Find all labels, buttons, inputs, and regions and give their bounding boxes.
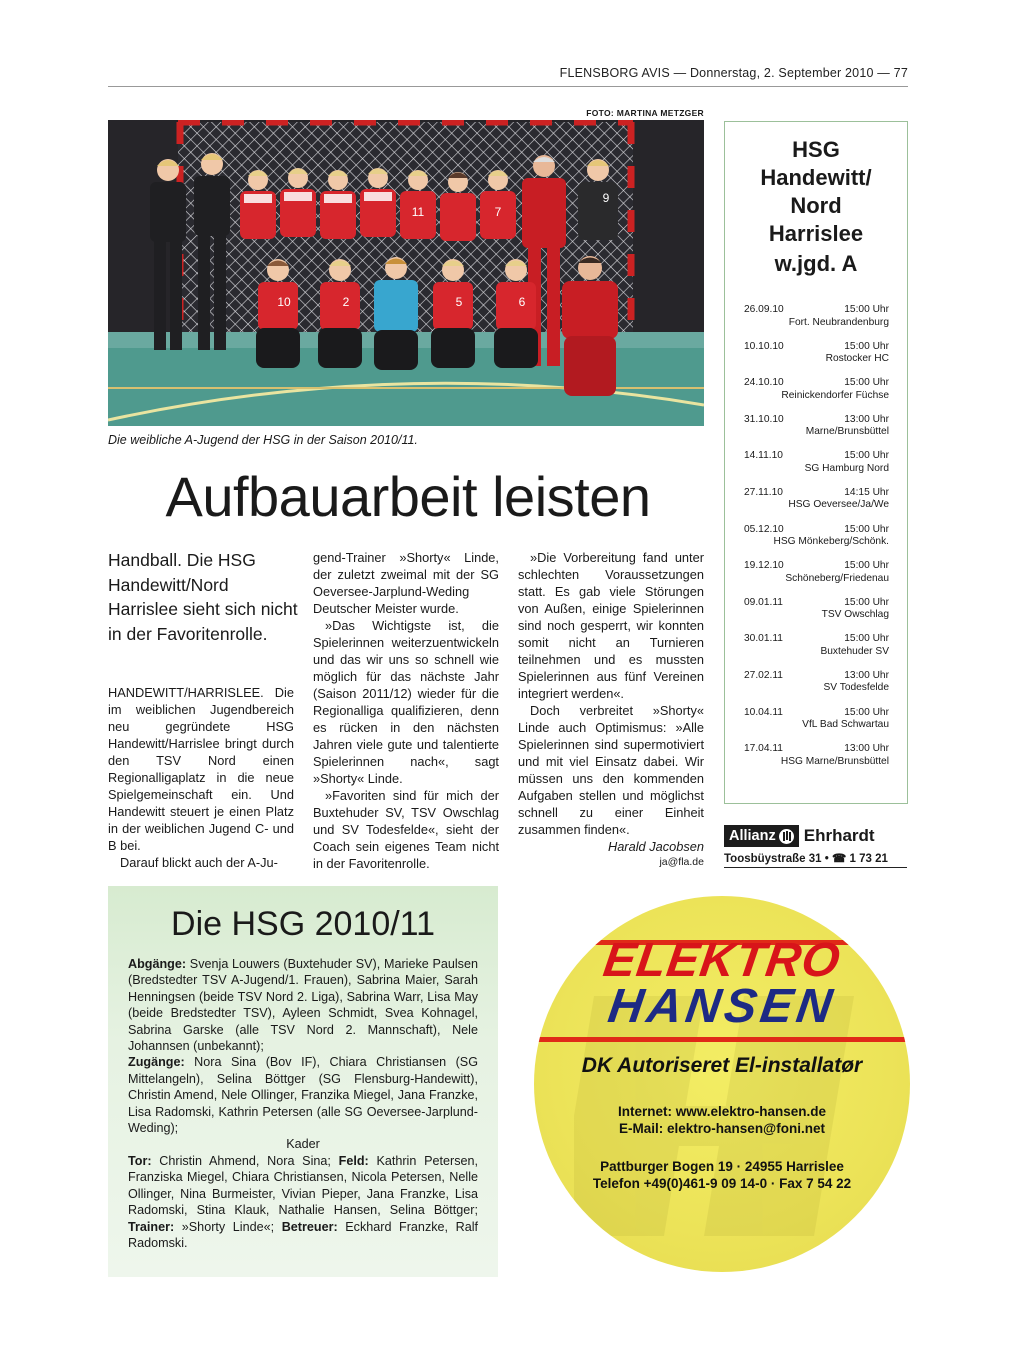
schedule-item — [744, 450, 889, 487]
schedule-item — [744, 743, 889, 780]
article-column-1 — [108, 684, 294, 871]
schedule-title-line: w.jgd. A — [774, 251, 858, 276]
jersey-number: 11 — [411, 205, 425, 219]
article-paragraph: HANDEWITT/HARRISLEE. Die im weiblichen Jugendbereich neu gegründete HSG Handewitt/Harrislee bringt durch den TSV Nord einen Regionalligaplatz in die neue Spielgemeinschaft ein. Und Handewitt steuert je einen Platz in der weiblichen Jugend C- und B bei. — [108, 685, 294, 853]
schedule-item — [744, 524, 889, 561]
ad-contact — [534, 1103, 910, 1137]
game-opponent: VfL Bad Schwartau — [802, 719, 889, 731]
game-time: 15:00 Uhr — [844, 340, 889, 352]
game-time: 13:00 Uhr — [844, 669, 889, 681]
squad-heading: Kader — [286, 1137, 320, 1152]
schedule-list — [725, 304, 907, 780]
jersey-number: 10 — [277, 295, 291, 309]
roster-body — [128, 956, 478, 1251]
schedule-item — [744, 633, 889, 670]
schedule-title-line: HSG — [792, 137, 840, 162]
game-time: 15:00 Uhr — [844, 304, 889, 315]
game-opponent: Fort. Neubrandenburg — [788, 316, 889, 328]
game-opponent: Buxtehuder SV — [820, 645, 889, 657]
article-paragraph: »Das Wichtigste ist, die Spielerinnen weiterzuentwickeln und das wir uns so schnell wie möglich für das nächste Jahr (Saison 2011/12) wieder für die Regionalliga qualifizieren, denn es rücken in den nächsten Jahren viele gute und talentierte Spielerinnen nach«, sagt »Shorty« Linde. — [313, 618, 499, 786]
game-date: 27.11.10 — [744, 486, 783, 498]
schedule-item — [744, 414, 889, 451]
game-time: 13:00 Uhr — [844, 743, 889, 755]
game-time: 13:00 Uhr — [844, 413, 889, 425]
game-time: 15:00 Uhr — [844, 596, 889, 608]
schedule-title-line: Harrislee — [768, 221, 864, 246]
game-opponent: Schöneberg/Friedenau — [785, 572, 889, 584]
allianz-agent-name: Ehrhardt — [803, 826, 875, 845]
game-opponent: SV Todesfelde — [823, 682, 889, 694]
schedule-title-line: Handewitt/ — [760, 165, 872, 190]
allianz-address: Toosbüystraße 31 • ☎ 1 73 21 — [724, 851, 907, 868]
jersey-number: 9 — [602, 191, 610, 205]
game-date: 10.10.10 — [744, 340, 784, 352]
schedule-item — [744, 377, 889, 414]
article-paragraph: »Favoriten sind für mich der Buxtehuder SV, TSV Owschlag und SV Todesfelde«, sieht der Coach sein eigenes Team nicht in der Favoritenrolle. — [313, 788, 499, 871]
game-date: 24.10.10 — [744, 377, 784, 389]
ad-website: Internet: www.elektro-hansen.de — [617, 1104, 827, 1119]
ad-email: E-Mail: elektro-hansen@foni.net — [619, 1121, 825, 1136]
field-label: Feld: — [338, 1153, 369, 1168]
schedule-item — [744, 560, 889, 597]
game-opponent: TSV Owschlag — [821, 609, 889, 621]
game-time: 15:00 Uhr — [844, 560, 889, 572]
schedule-title-line: Nord — [790, 193, 842, 218]
field-text: Kathrin Petersen, Franziska Miegel, Chiara Christiansen, Nicola Petersen, Nelle Ollinger, Nina Burmeister, Vivian Pieper, Jana Franzke, Lisa Radomski, Stina Klauk, Nathalie Hansen, Selina Böttger; — [128, 1153, 478, 1218]
game-opponent: HSG Marne/Brunsbüttel — [780, 755, 889, 767]
departures-label: Abgänge: — [128, 957, 187, 971]
departures-text: Svenja Louwers (Buxtehuder SV), Marieke Paulsen (Bredstedter TSV A-Jugend/1. Frauen), Sabrina Maier, Sarah Henningsen (beide TSV Nord 2. Liga), Sabrina Warr, Lisa May (beide Bredstedter TSV), Ayleen Schmidt, Svea Kohnagel, Sabrina Garske (alle TSV Nord 2. Mannschaft), Nele Johannsen (unbekannt); — [128, 957, 478, 1054]
allianz-logo-text: Allianz — [729, 828, 776, 844]
game-time: 14:15 Uhr — [844, 486, 889, 498]
schedule-box — [724, 121, 908, 804]
article-paragraph: gend-Trainer »Shorty« Linde, der zuletzt zweimal mit der SG Oeversee-Jarplund-Weding Deutscher Meister wurde. — [313, 550, 499, 616]
ad-brand-line-1: ELEKTRO — [600, 934, 844, 987]
trainer-text: »Shorty Linde«; — [174, 1219, 275, 1234]
game-time: 15:00 Uhr — [844, 706, 889, 718]
schedule-item — [744, 597, 889, 634]
page-header — [108, 66, 908, 87]
article-column-2 — [313, 549, 499, 872]
arrivals-label: Zugänge: — [128, 1055, 185, 1070]
schedule-item — [744, 487, 889, 524]
game-date: 27.02.11 — [744, 669, 783, 681]
roster-title: Die HSG 2010/11 — [171, 905, 435, 943]
game-date: 30.01.11 — [744, 633, 783, 645]
game-date: 05.12.10 — [744, 523, 784, 535]
game-date: 19.12.10 — [744, 560, 784, 572]
article-paragraph: Doch verbreitet »Shorty« Linde auch Optimismus: »Alle Spielerinnen sind supermotiviert und mit viel Einsatz dabei. Wir müssen uns den kommenden Aufgaben stellen und möglichst schnell zu einer Einheit zusammen finden«. — [518, 703, 704, 837]
game-date: 26.09.10 — [744, 304, 784, 315]
article-lead: Handball. Die HSG Handewitt/Nord Harrislee sieht sich nicht in der Favoritenrolle. — [108, 550, 298, 644]
game-opponent: Reinickendorfer Füchse — [781, 389, 889, 401]
game-date: 17.04.11 — [744, 743, 783, 755]
schedule-item — [744, 707, 889, 744]
trainer-label: Trainer: — [128, 1219, 175, 1234]
ad-address-block — [534, 1158, 910, 1192]
article-paragraph: »Die Vorbereitung fand unter schlechten Voraussetzungen statt. Es gab viele Störungen von Außen, einige Spielerinnen sind noch gesperrt, wir konnten somit nicht an Turnieren teilnehmen und es mussten Spielerinnen aus fünf Vereinen integriert werden«. — [518, 550, 704, 701]
article-byline: Harald Jacobsen — [607, 839, 704, 854]
schedule-item — [744, 670, 889, 707]
staff-text: Eckhard Franzke, Ralf Radomski. — [128, 1219, 479, 1250]
game-time: 15:00 Uhr — [844, 450, 889, 462]
roster-arrivals — [128, 1054, 478, 1136]
allianz-logo — [724, 825, 799, 847]
ad-tagline: DK Autoriseret El-installatør — [581, 1054, 863, 1077]
article-column-3 — [518, 549, 704, 855]
game-opponent: SG Hamburg Nord — [804, 462, 889, 474]
allianz-header — [724, 824, 907, 848]
game-opponent: HSG Oeversee/Ja/We — [788, 499, 889, 511]
goal-text: Christin Ahmend, Nora Sina; — [151, 1153, 331, 1168]
jersey-number: 6 — [518, 295, 526, 309]
roster-squad — [128, 1153, 478, 1251]
header-text: FLENSBORG AVIS — Donnerstag, 2. September 2010 — 77 — [559, 66, 908, 80]
game-date: 09.01.11 — [744, 596, 783, 608]
schedule-item — [744, 341, 889, 378]
game-time: 15:00 Uhr — [844, 633, 889, 645]
jersey-number: 2 — [342, 295, 350, 309]
game-opponent: Marne/Brunsbüttel — [805, 426, 889, 438]
article-headline: Aufbauarbeit leisten — [165, 465, 651, 528]
ad-brand-line-2: HANSEN — [605, 980, 840, 1033]
ad-address: Pattburger Bogen 19 · 24955 Harrislee — [600, 1159, 844, 1174]
team-photo — [108, 120, 704, 426]
author-email: ja@fla.de — [659, 856, 704, 868]
game-opponent: HSG Mönkeberg/Schönk. — [773, 536, 889, 548]
staff-label: Betreuer: — [281, 1219, 338, 1234]
game-opponent: Rostocker HC — [825, 353, 889, 365]
article-paragraph: Darauf blickt auch der A-Ju- — [120, 855, 278, 870]
game-date: 14.11.10 — [744, 450, 783, 462]
goal-label: Tor: — [128, 1153, 152, 1168]
ad-phone: Telefon +49(0)461-9 09 14-0 · Fax 7 54 22 — [592, 1176, 852, 1191]
schedule-item — [744, 304, 889, 341]
jersey-number: 7 — [494, 205, 502, 219]
allianz-eagle-icon — [779, 829, 794, 844]
schedule-title — [725, 136, 907, 278]
roster-box — [108, 886, 498, 1277]
photo-caption: Die weibliche A-Jugend der HSG in der Saison 2010/11. — [108, 433, 418, 447]
game-date: 10.04.11 — [744, 706, 783, 718]
arrivals-text: Nora Sina (Bov IF), Chiara Christiansen (SG Mittelangeln), Selina Böttger (SG Flensburg-Handewitt), Christin Amend, Nele Ollinger, Franzika Miegel, Jana Franzke, Lisa Radomski, Kathrin Petersen (alle SG Oeversee-Jarplund-Weding); — [128, 1055, 478, 1136]
jersey-number: 5 — [455, 295, 463, 309]
elektro-hansen-ad — [534, 896, 910, 1272]
game-time: 15:00 Uhr — [844, 523, 889, 535]
game-time: 15:00 Uhr — [844, 377, 889, 389]
roster-departures — [128, 956, 478, 1054]
team-photo-graphic — [108, 120, 704, 426]
photo-credit: FOTO: MARTINA METZGER — [586, 108, 704, 118]
allianz-ad — [724, 824, 907, 868]
ad-red-line — [534, 1037, 910, 1042]
game-date: 31.10.10 — [744, 413, 784, 425]
